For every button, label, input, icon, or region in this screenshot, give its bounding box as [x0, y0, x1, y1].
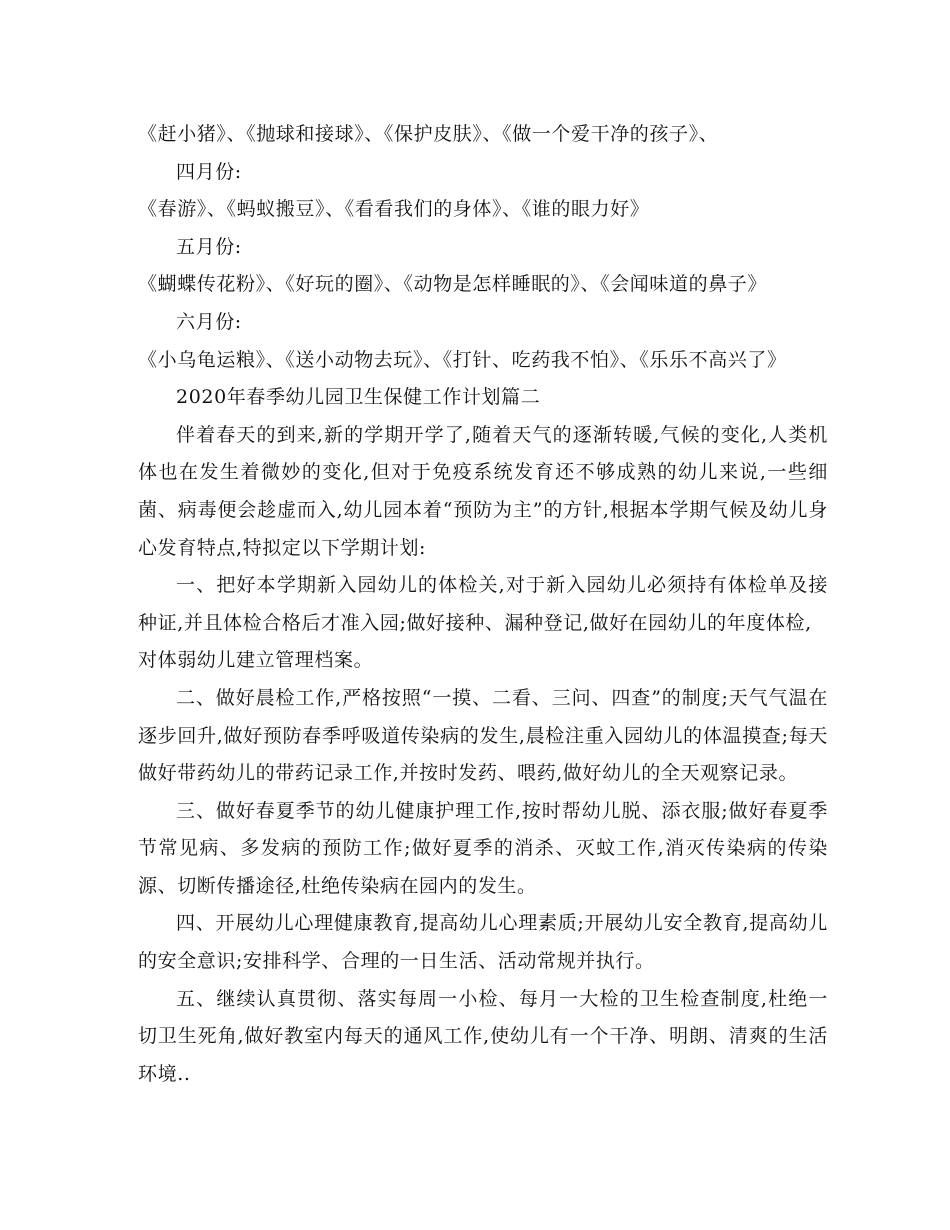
course-list-march: 《赶小猪》、《抛球和接球》、《保护皮肤》、《做一个爱干净的孩子》、	[138, 123, 719, 145]
course-list-april: 《春游》、《蚂蚁搬豆》、《看看我们的身体》、《谁的眼力好》	[138, 198, 650, 221]
month-heading-april: 四月份:	[176, 160, 242, 183]
document-body	[138, 116, 828, 1093]
course-list-may: 《蝴蝶传花粉》、《好玩的圈》、《动物是怎样睡眠的》、《会闻味道的鼻子》	[138, 273, 768, 296]
month-heading-june: 六月份:	[176, 310, 242, 333]
course-list-june: 《小乌龟运粮》、《送小动物去玩》、《打针、吃药我不怕》、《乐乐不高兴了》	[138, 348, 787, 371]
plan-item-1: 一、把好本学期新入园幼儿的体检关,对于新入园幼儿必须持有体检单及接种证,并且体检合格后才准入园;做好接种、漏种登记,做好在园幼儿的年度体检,	[138, 574, 828, 634]
plan-item-3: 三、做好春夏季节的幼儿健康护理工作,按时帮幼儿脱、添衣服;做好春夏季节常见病、多发病的预防工作;做好夏季的消杀、灭蚊工作,消灭传染病的传染源、切断传播途径,杜绝传染病在园内的发生。	[138, 799, 828, 897]
plan-item-5: 五、继续认真贯彻、落实每周一小检、每月一大检的卫生检查制度,杜绝一切卫生死角,做好教室内每天的通风工作,使幼儿有一个干净、明朗、清爽的生活环境..	[138, 987, 828, 1085]
intro-paragraph: 伴着春天的到来,新的学期开学了,随着天气的逐渐转暖,气候的变化,人类机体也在发生着微妙的变化,但对于免疫系统发育还不够成熟的幼儿来说,一些细菌、病毒便会趁虚而入,幼儿园本着“预防为主”的方针,根据本学期气候及幼儿身心发育特点,特拟定以下学期计划:	[138, 423, 828, 559]
section-title: 2020年春季幼儿园卫生保健工作计划篇二	[176, 386, 541, 409]
plan-item-4: 四、开展幼儿心理健康教育,提高幼儿心理素质;开展幼儿安全教育,提高幼儿的安全意识;安排科学、合理的一日生活、活动常规并执行。	[138, 912, 828, 973]
plan-item-2: 二、做好晨检工作,严格按照“一摸、二看、三问、四查”的制度;天气气温在逐步回升,做好预防春季呼吸道传染病的发生,晨检注重入园幼儿的体温摸查;每天做好带药幼儿的带药记录工作,并按时发药、喂药,做好幼儿的全天观察记录。	[138, 686, 828, 785]
month-heading-may: 五月份:	[176, 235, 242, 258]
plan-item-1-continued: 对体弱幼儿建立管理档案。	[138, 649, 374, 672]
